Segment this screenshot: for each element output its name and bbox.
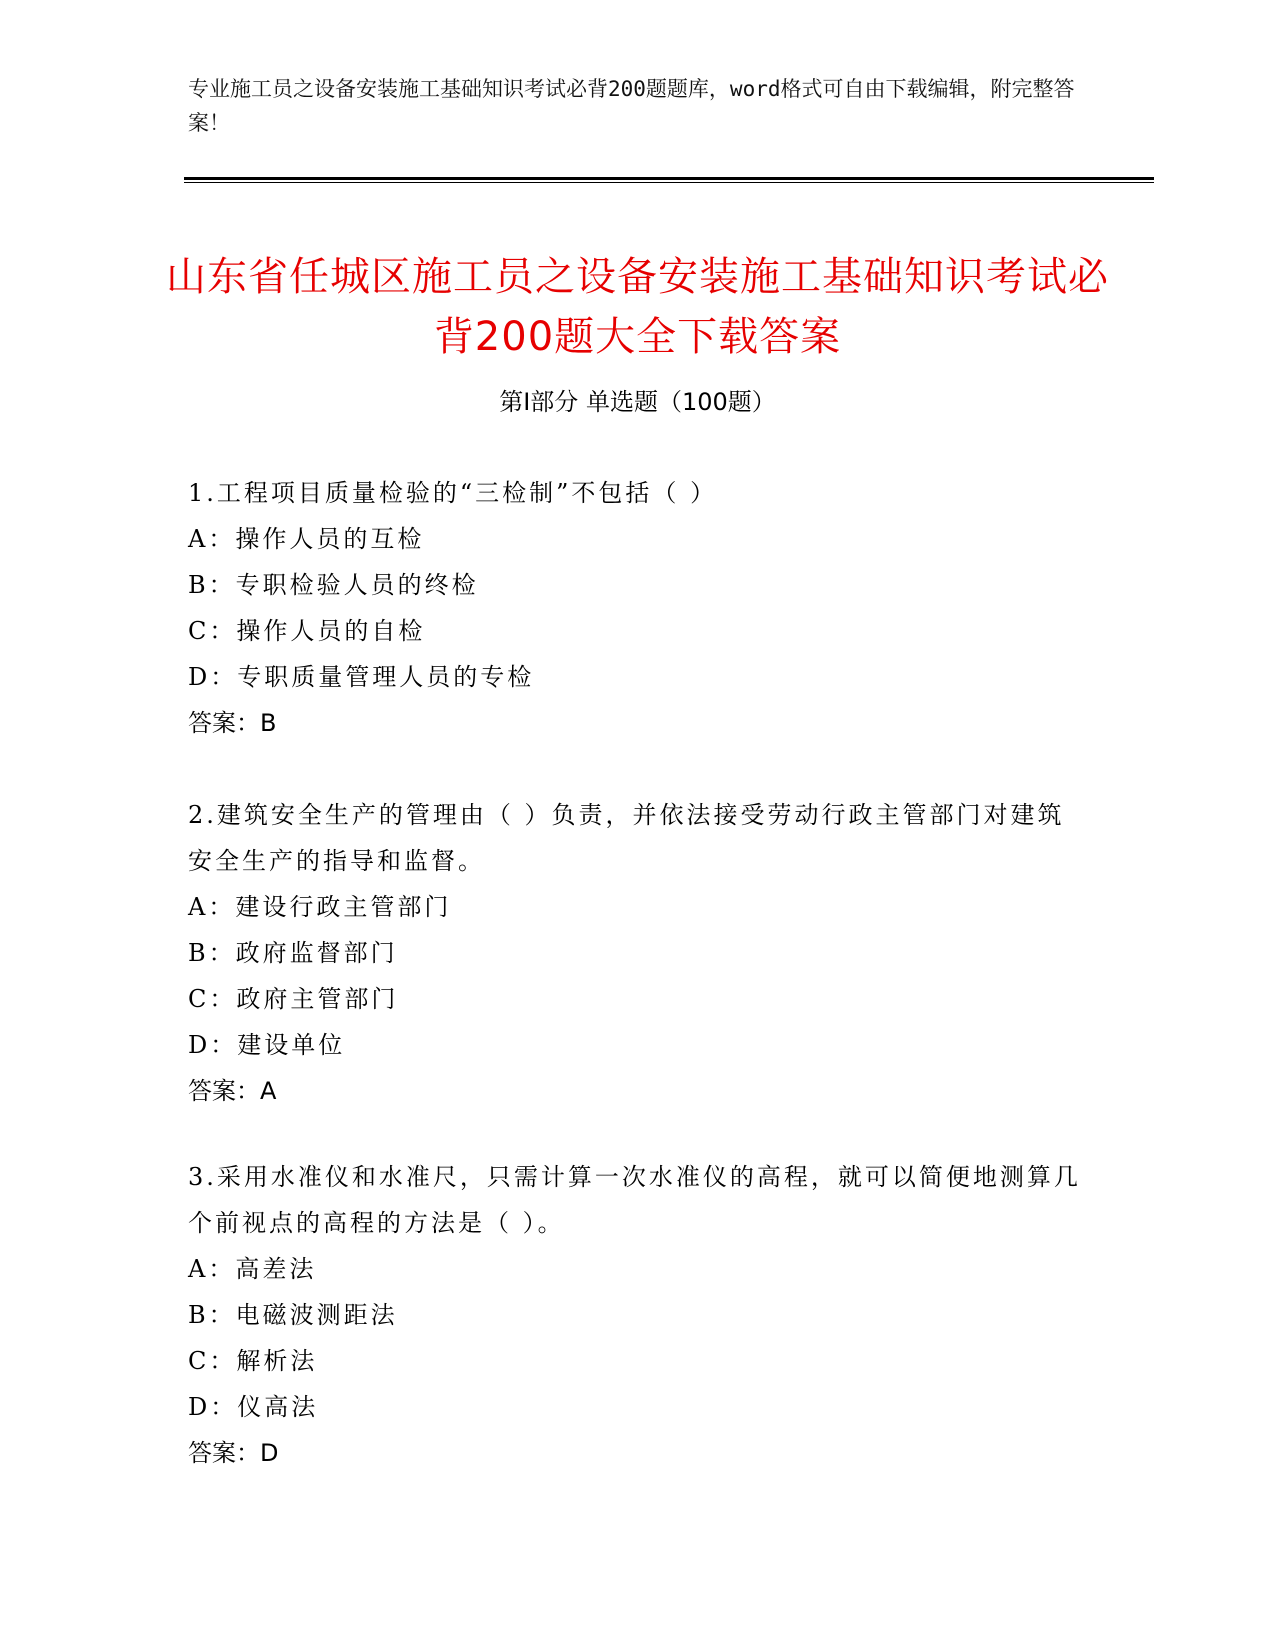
option-b: B：政府监督部门 (188, 939, 398, 967)
option-b: B：电磁波测距法 (188, 1301, 398, 1329)
header-divider-thick (184, 177, 1154, 180)
question-2 (188, 792, 1088, 1114)
option-d: D：建设单位 (188, 1031, 346, 1059)
answer: 答案：B (188, 709, 277, 737)
answer: 答案：D (188, 1439, 279, 1467)
option-c: C：解析法 (188, 1347, 318, 1375)
question-text: 1.工程项目质量检验的“三检制”不包括（ ） (188, 479, 718, 507)
option-a: A：高差法 (188, 1255, 317, 1283)
question-1 (188, 470, 1088, 746)
option-c: C：政府主管部门 (188, 985, 399, 1013)
option-b: B：专职检验人员的终检 (188, 571, 479, 599)
option-d: D：仪高法 (188, 1393, 319, 1421)
answer: 答案：A (188, 1077, 277, 1105)
header-divider-thin (184, 182, 1154, 183)
question-text: 2.建筑安全生产的管理由（ ）负责，并依法接受劳动行政主管部门对建筑安全生产的指导和监督。 (188, 801, 1065, 875)
question-text: 3.采用水准仪和水准尺，只需计算一次水准仪的高程，就可以简便地测算几个前视点的高程的方法是（ ）。 (188, 1163, 1081, 1237)
question-3 (188, 1154, 1088, 1476)
option-a: A：操作人员的互检 (188, 525, 425, 553)
option-d: D：专职质量管理人员的专检 (188, 663, 535, 691)
option-c: C：操作人员的自检 (188, 617, 426, 645)
section-heading: 第I部分 单选题（100题） (499, 388, 776, 416)
option-a: A：建设行政主管部门 (188, 893, 452, 921)
header-note: 专业施工员之设备安装施工基础知识考试必背200题题库，word格式可自由下载编辑，附完整答案！ (188, 77, 1075, 135)
document-title: 山东省任城区施工员之设备安装施工基础知识考试必背200题大全下载答案 (166, 253, 1109, 360)
